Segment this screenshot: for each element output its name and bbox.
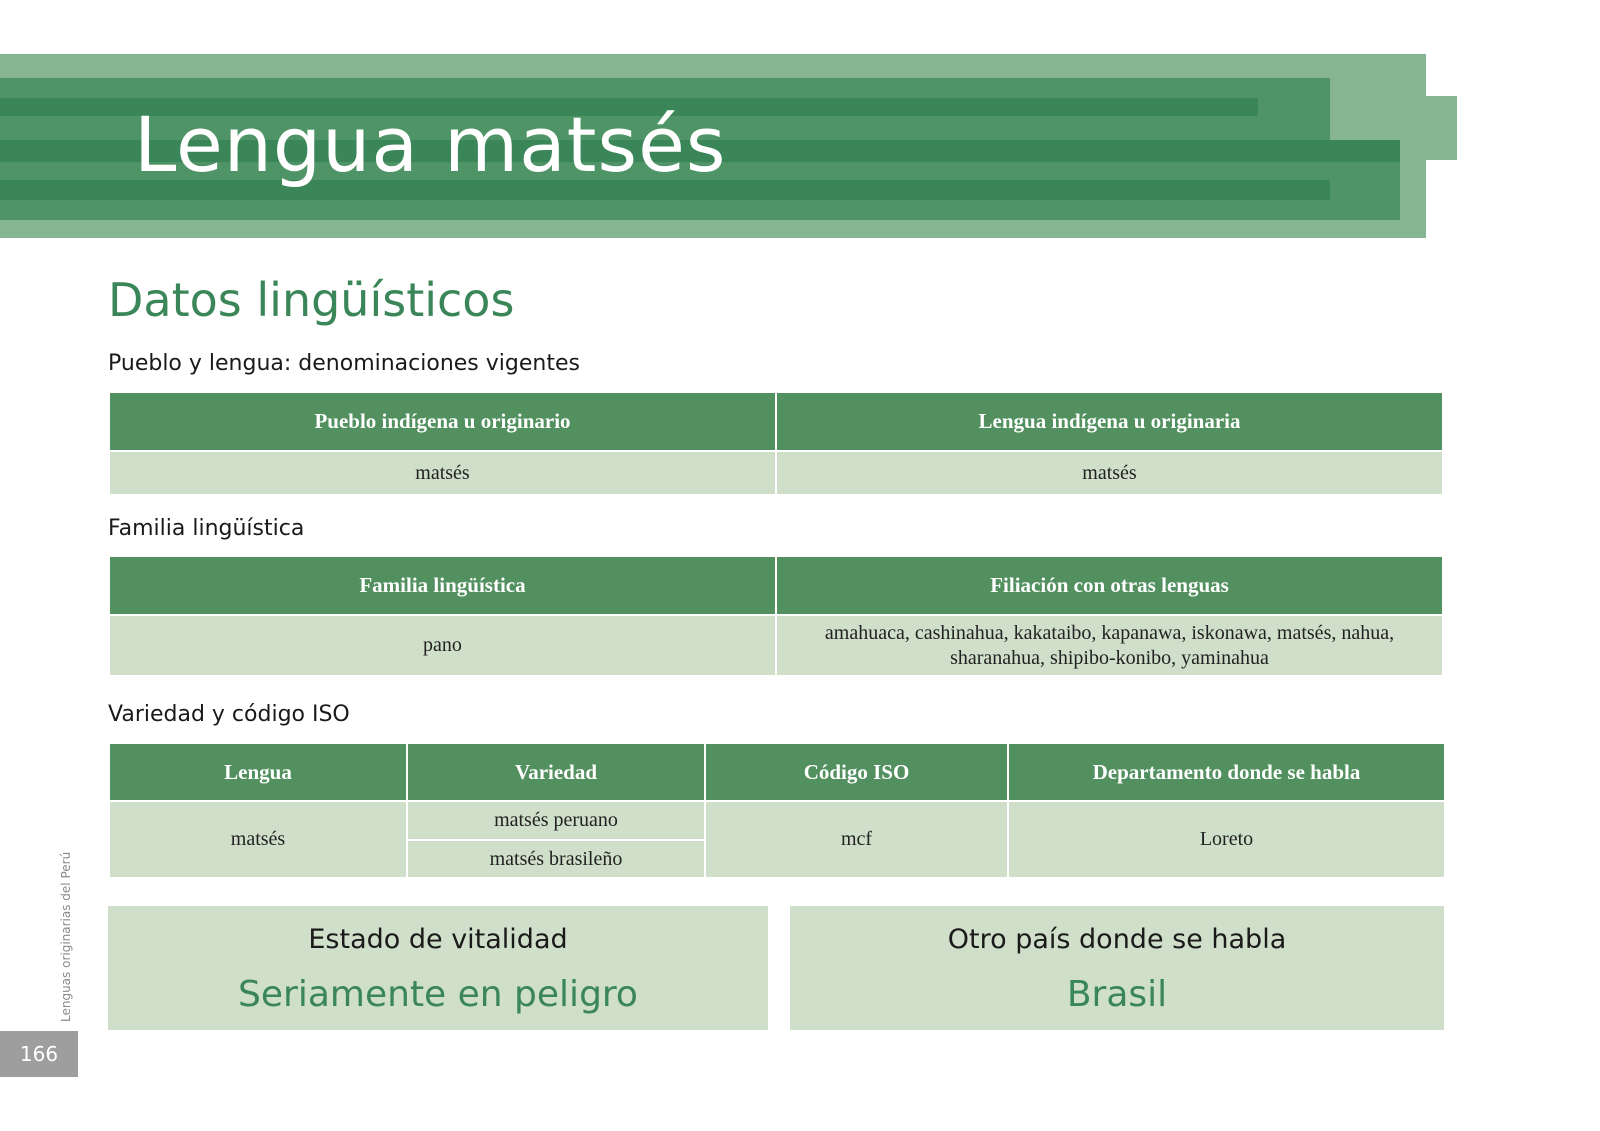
table-row — [109, 451, 1443, 495]
table-cell: Loreto — [1008, 801, 1445, 878]
vitalidad-value: Seriamente en peligro — [238, 974, 638, 1015]
table-cell: matsés — [109, 801, 407, 878]
table-cell: amahuaca, cashinahua, kakataibo, kapanawa, iskonawa, matsés, nahua, sharanahua, shipibo-konibo, yaminahua — [776, 615, 1443, 676]
table-header-row — [109, 556, 1443, 615]
table-row — [109, 801, 1445, 840]
table-header-row — [109, 392, 1443, 451]
vitalidad-label: Estado de vitalidad — [308, 924, 568, 955]
pueblo-lengua-table — [108, 391, 1444, 496]
table-row — [109, 615, 1443, 676]
table-cell: matsés brasileño — [407, 840, 705, 878]
column-header: Lengua — [109, 743, 407, 801]
table-cell: matsés — [109, 451, 776, 495]
pueblo-lengua-heading: Pueblo y lengua: denominaciones vigentes — [108, 351, 580, 376]
column-header: Código ISO — [705, 743, 1008, 801]
table-header-row — [109, 743, 1445, 801]
side-label: Lenguas originarias del Perú — [59, 851, 73, 1022]
variedad-table — [108, 742, 1446, 879]
page-title: Lengua matsés — [134, 100, 727, 189]
column-header: Variedad — [407, 743, 705, 801]
page-number: 166 — [0, 1031, 78, 1077]
vitalidad-box — [108, 906, 768, 1030]
otro-pais-value: Brasil — [1066, 974, 1168, 1015]
table-cell: matsés — [776, 451, 1443, 495]
table-cell: matsés peruano — [407, 801, 705, 840]
familia-table — [108, 555, 1444, 677]
table-cell: pano — [109, 615, 776, 676]
familia-heading: Familia lingüística — [108, 516, 305, 541]
section-title: Datos lingüísticos — [108, 273, 515, 327]
table-cell: mcf — [705, 801, 1008, 878]
column-header: Lengua indígena u originaria — [776, 392, 1443, 451]
otro-pais-label: Otro país donde se habla — [947, 924, 1287, 955]
otro-pais-box — [790, 906, 1444, 1030]
column-header: Familia lingüística — [109, 556, 776, 615]
column-header: Departamento donde se habla — [1008, 743, 1445, 801]
column-header: Pueblo indígena u originario — [109, 392, 776, 451]
column-header: Filiación con otras lenguas — [776, 556, 1443, 615]
variedad-heading: Variedad y código ISO — [108, 702, 350, 727]
